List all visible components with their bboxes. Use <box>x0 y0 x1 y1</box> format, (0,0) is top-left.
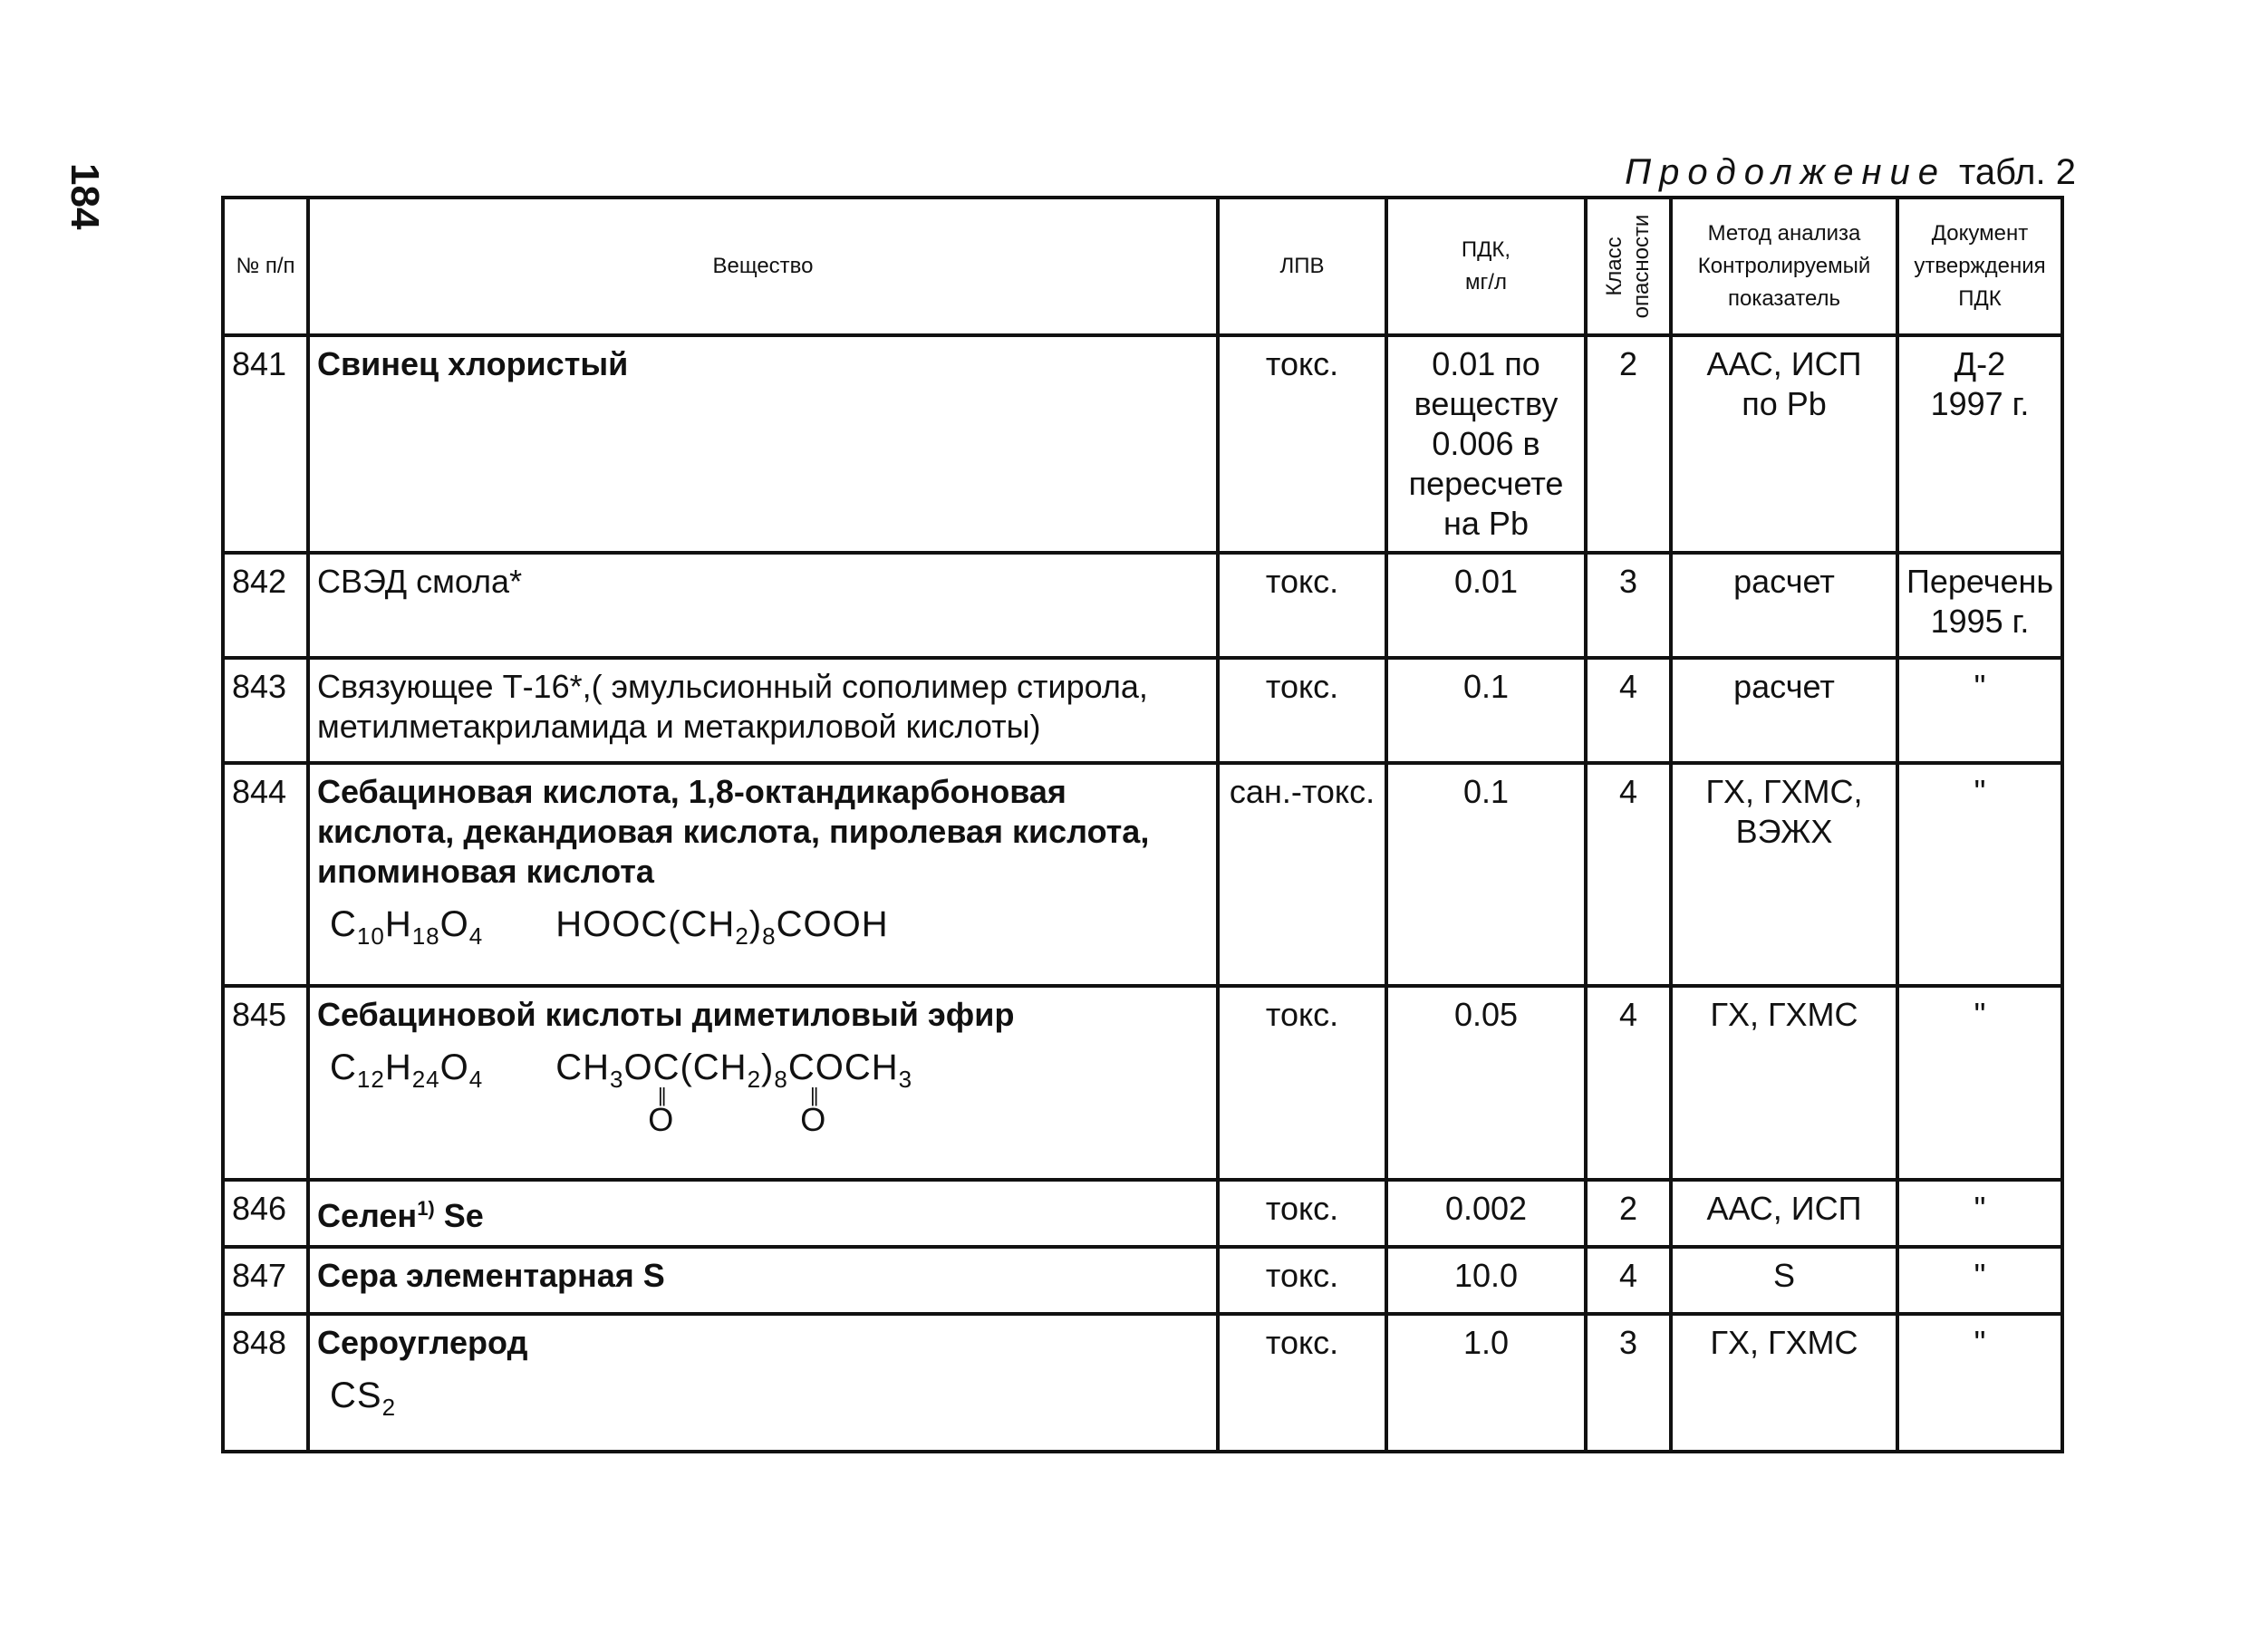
row-substance: Сероуглерод <box>317 1324 528 1361</box>
row-substance-cell <box>308 1180 1218 1247</box>
row-method: ГХ, ГХМС <box>1671 986 1897 1180</box>
row-lpv: токс. <box>1218 1180 1386 1247</box>
molecular-formula: $CS_2$ <box>330 1376 397 1421</box>
row-pdk: 10.0 <box>1386 1247 1586 1314</box>
row-document: Д-2 1997 г. <box>1897 335 2062 553</box>
row-substance: Связующее Т-16*,( эмульсионный сополимер стирола, метилметакриламида и метакриловой кислоты) <box>308 658 1218 763</box>
footnote-mark: 1) <box>417 1197 435 1220</box>
table-caption <box>1625 152 2076 193</box>
table-row <box>223 986 2062 1180</box>
row-lpv: токс. <box>1218 553 1386 658</box>
row-pdk: 0.002 <box>1386 1180 1586 1247</box>
table-row <box>223 1180 2062 1247</box>
row-lpv: токс. <box>1218 658 1386 763</box>
row-num: 842 <box>223 553 308 658</box>
row-substance-cell <box>308 986 1218 1180</box>
molecular-formula: $C_{12}H_{24}O_4$ <box>330 1047 484 1093</box>
caption-table-ref: табл. 2 <box>1958 152 2076 192</box>
table-row <box>223 1247 2062 1314</box>
row-pdk: 0.1 <box>1386 763 1586 986</box>
table-row <box>223 658 2062 763</box>
header-num: № п/п <box>223 198 308 335</box>
table-row <box>223 335 2062 553</box>
row-document: " <box>1897 658 2062 763</box>
molecular-formula: $C_{10}H_{18}O_4$ <box>330 904 484 950</box>
table-row <box>223 1314 2062 1452</box>
page-number: 184 <box>63 163 107 230</box>
row-document: " <box>1897 1247 2062 1314</box>
header-substance: Вещество <box>308 198 1218 335</box>
header-method: Метод анализа Контролируемый показатель <box>1671 198 1897 335</box>
row-formulas <box>317 1047 1209 1139</box>
row-class: 4 <box>1586 763 1671 986</box>
structural-formula: $HOOC(CH_2)_8COOH$ <box>555 904 889 950</box>
row-substance: СВЭД смола* <box>308 553 1218 658</box>
row-lpv: токс. <box>1218 986 1386 1180</box>
row-pdk: 0.1 <box>1386 658 1586 763</box>
row-document: " <box>1897 986 2062 1180</box>
carbonyl-oxygen: || O <box>648 1084 675 1138</box>
header-hazard-class-text: Класс опасности <box>1602 214 1654 319</box>
row-num: 841 <box>223 335 308 553</box>
header-lpv: ЛПВ <box>1218 198 1386 335</box>
element-symbol: Se <box>434 1197 484 1234</box>
row-method: ГХ, ГХМС <box>1671 1314 1897 1452</box>
row-formulas <box>317 1376 1209 1427</box>
row-lpv: токс. <box>1218 1314 1386 1452</box>
header-pdk: ПДК, мг/л <box>1386 198 1586 335</box>
row-lpv: сан.-токс. <box>1218 763 1386 986</box>
row-num: 844 <box>223 763 308 986</box>
caption-continuation: Продолжение <box>1625 152 1946 192</box>
row-method: расчет <box>1671 553 1897 658</box>
row-method: ААС, ИСП по Pb <box>1671 335 1897 553</box>
row-substance: Сера элементарная S <box>308 1247 1218 1314</box>
row-pdk: 1.0 <box>1386 1314 1586 1452</box>
row-pdk: 0.01 <box>1386 553 1586 658</box>
row-class: 4 <box>1586 986 1671 1180</box>
row-document: Перечень 1995 г. <box>1897 553 2062 658</box>
structural-formula: $CH_3OC(CH_2)_8COCH_3$ || O || O <box>555 1047 913 1138</box>
row-class: 2 <box>1586 1180 1671 1247</box>
row-class: 2 <box>1586 335 1671 553</box>
row-substance-cell <box>308 1314 1218 1452</box>
row-document: " <box>1897 1314 2062 1452</box>
row-class: 4 <box>1586 1247 1671 1314</box>
row-class: 3 <box>1586 553 1671 658</box>
header-row <box>223 198 2062 335</box>
row-lpv: токс. <box>1218 1247 1386 1314</box>
row-pdk: 0.01 по веществу 0.006 в пересчете на Pb <box>1386 335 1586 553</box>
row-num: 845 <box>223 986 308 1180</box>
row-substance: Селен <box>317 1197 418 1234</box>
table-row <box>223 553 2062 658</box>
row-class: 3 <box>1586 1314 1671 1452</box>
row-substance: Себациновой кислоты диметиловый эфир <box>317 996 1015 1033</box>
row-num: 847 <box>223 1247 308 1314</box>
row-num: 843 <box>223 658 308 763</box>
row-document: " <box>1897 763 2062 986</box>
row-method: ААС, ИСП <box>1671 1180 1897 1247</box>
row-class: 4 <box>1586 658 1671 763</box>
row-num: 848 <box>223 1314 308 1452</box>
table-row <box>223 763 2062 986</box>
header-document: Документ утверждения ПДК <box>1897 198 2062 335</box>
row-method: S <box>1671 1247 1897 1314</box>
row-formulas <box>317 904 1209 956</box>
carbonyl-oxygen: || O <box>800 1084 827 1138</box>
row-document: " <box>1897 1180 2062 1247</box>
row-method: расчет <box>1671 658 1897 763</box>
substance-table <box>221 196 2064 1453</box>
row-pdk: 0.05 <box>1386 986 1586 1180</box>
row-substance: Свинец хлористый <box>308 335 1218 553</box>
header-hazard-class <box>1586 198 1671 335</box>
row-substance: Себациновая кислота, 1,8-октандикарбоновая кислота, декандиовая кислота, пиролевая кислота, ипоминовая кислота <box>317 773 1150 890</box>
row-num: 846 <box>223 1180 308 1247</box>
row-method: ГХ, ГХМС, ВЭЖХ <box>1671 763 1897 986</box>
row-substance-cell <box>308 763 1218 986</box>
row-lpv: токс. <box>1218 335 1386 553</box>
